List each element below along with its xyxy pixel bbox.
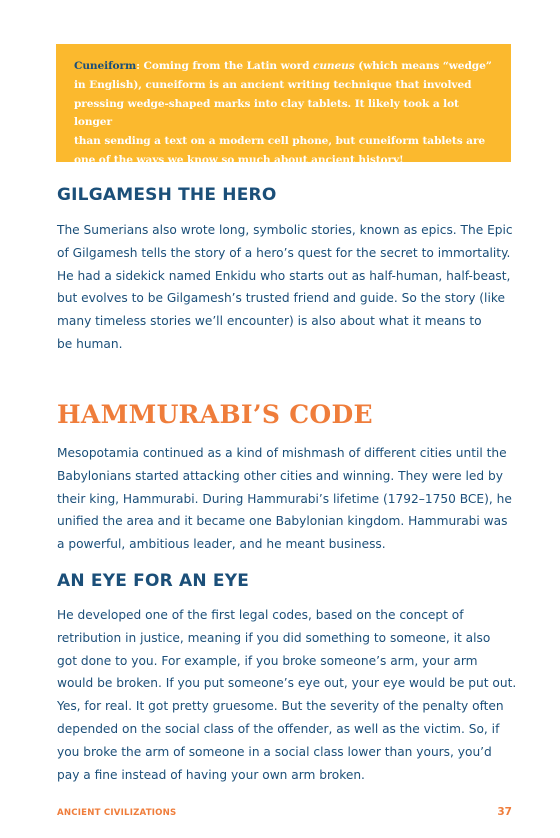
callout-line1-end: (which means “wedge” (354, 60, 492, 72)
paragraph-line: He developed one of the first legal codes, based on the concept of (57, 608, 464, 622)
callout-text (74, 57, 493, 170)
paragraph-line: Yes, for real. It got pretty gruesome. But the severity of the penalty often (57, 699, 504, 714)
hammurabi-paragraph (57, 442, 517, 556)
paragraph-line: be human. (57, 336, 123, 351)
callout-term: Cuneiform (74, 60, 137, 72)
paragraph-line: depended on the social class of the offender, as well as the victim. So, if (57, 721, 500, 736)
footer-book-title: ANCIENT CIVILIZATIONS (57, 808, 177, 818)
callout-line: one of the ways we know so much about ancient history! (74, 153, 404, 166)
page-number: 37 (497, 806, 512, 818)
callout-line: pressing wedge-shaped marks into clay tablets. It likely took a lot longer (74, 97, 459, 129)
paragraph-line: Babylonians started attacking other cities and winning. They were led by (57, 468, 503, 483)
paragraph-line: would be broken. If you put someone’s eye out, your eye would be put out. (57, 676, 517, 691)
callout-line1-rest: : Coming from the Latin word (136, 60, 313, 72)
callout-latin-word: cuneus (312, 60, 355, 72)
hammurabi-heading: HAMMURABI’S CODE (57, 400, 373, 429)
paragraph-line: The Sumerians also wrote long, symbolic stories, known as epics. The Epic (57, 223, 513, 237)
paragraph-line: of Gilgamesh tells the story of a hero’s quest for the secret to immortality. (57, 245, 511, 260)
callout-line: in English), cuneiform is an ancient writing technique that involved (74, 78, 472, 91)
eye-for-eye-heading: AN EYE FOR AN EYE (57, 571, 250, 591)
paragraph-line: unified the area and it became one Babylonian kingdom. Hammurabi was (57, 514, 508, 529)
paragraph-line: retribution in justice, meaning if you did something to someone, it also (57, 630, 491, 645)
cuneiform-callout (56, 44, 511, 166)
callout-line: than sending a text on a modern cell phone, but cuneiform tablets are (74, 135, 486, 148)
paragraph-line: Mesopotamia continued as a kind of mishmash of different cities until the (57, 446, 507, 460)
paragraph-line: their king, Hammurabi. During Hammurabi’s lifetime (1792–1750 BCE), he (57, 491, 512, 506)
eye-for-eye-paragraph (57, 604, 517, 786)
paragraph-line: many timeless stories we’ll encounter) is also about what it means to (57, 314, 482, 329)
paragraph-line: pay a fine instead of having your own arm broken. (57, 767, 365, 782)
paragraph-line: a powerful, ambitious leader, and he meant business. (57, 537, 386, 552)
gilgamesh-heading: GILGAMESH THE HERO (57, 185, 277, 205)
paragraph-line: He had a sidekick named Enkidu who starts out as half-human, half-beast, (57, 268, 511, 283)
paragraph-line: but evolves to be Gilgamesh’s trusted friend and guide. So the story (like (57, 291, 505, 306)
paragraph-line: you broke the arm of someone in a social class lower than yours, you’d (57, 744, 492, 759)
paragraph-line: got done to you. For example, if you broke someone’s arm, your arm (57, 653, 478, 668)
gilgamesh-paragraph (57, 219, 517, 356)
